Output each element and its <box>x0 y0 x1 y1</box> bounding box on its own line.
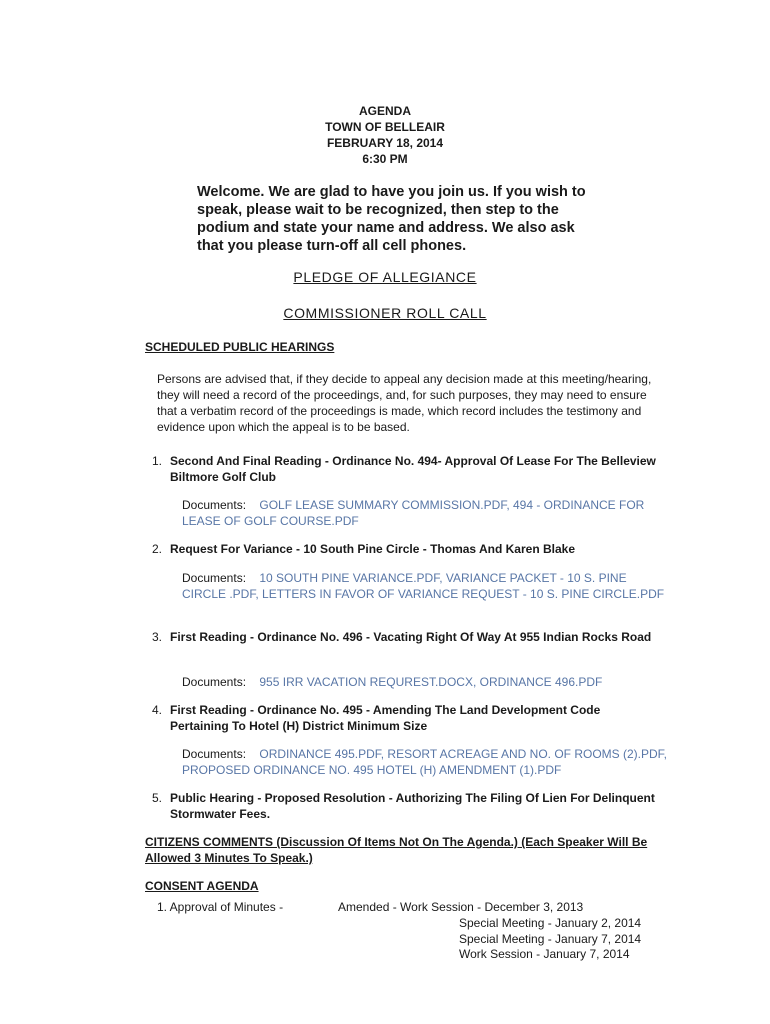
consent-agenda-heading: CONSENT AGENDA <box>145 879 259 893</box>
documents-label: Documents: <box>182 498 247 512</box>
documents-label: Documents: <box>182 571 247 585</box>
agenda-item-5 <box>152 790 662 822</box>
agenda-title: AGENDA <box>358 104 411 118</box>
item-3-documents <box>182 674 667 690</box>
consent-item-1-label: 1. Approval of Minutes - <box>157 900 284 914</box>
item-title: Second And Final Reading - Ordinance No. 494- Approval Of Lease For The Belleview Biltmore Golf Club <box>170 454 656 484</box>
document-links[interactable]: ORDINANCE 495.PDF, RESORT ACREAGE AND NO. OF ROOMS (2).PDF, PROPOSED ORDINANCE NO. 495 HOTEL (H) AMENDMENT (1).PDF <box>182 747 668 777</box>
item-number: 5. <box>152 791 163 805</box>
item-number: 3. <box>152 630 163 644</box>
meeting-time: 6:30 PM <box>362 152 408 166</box>
document-links[interactable]: GOLF LEASE SUMMARY COMMISSION.PDF, 494 - ORDINANCE FOR LEASE OF GOLF COURSE.PDF <box>182 498 645 528</box>
document-links[interactable]: 955 IRR VACATION REQUREST.DOCX, ORDINANCE 496.PDF <box>259 675 603 689</box>
meeting-date: FEBRUARY 18, 2014 <box>326 136 444 150</box>
agenda-item-1 <box>152 453 662 485</box>
item-title: First Reading - Ordinance No. 496 - Vacating Right Of Way At 955 Indian Rocks Road <box>170 630 652 644</box>
agenda-item-4 <box>152 702 662 734</box>
minutes-entry: Special Meeting - January 7, 2014 <box>459 932 642 946</box>
item-title: First Reading - Ordinance No. 495 - Amending The Land Development Code Pertaining To Hotel (H) District Minimum Size <box>170 703 601 733</box>
document-links[interactable]: 10 SOUTH PINE VARIANCE.PDF, VARIANCE PACKET - 10 S. PINE CIRCLE .PDF, LETTERS IN FAVOR OF VARIANCE REQUEST - 10 S. PINE CIRCLE.PDF <box>182 571 665 601</box>
roll-call-heading <box>0 305 770 321</box>
appeal-notice: Persons are advised that, if they decide to appeal any decision made at this meeting/hearing, they will need a record of the proceedings, and, for such purposes, they may need to ensure that a verbatim record of the proceedings is made, which record includes the testimony and evidence upon which the appeal is to be based. <box>157 372 652 434</box>
item-2-documents <box>182 570 667 602</box>
agenda-header <box>0 103 770 167</box>
town-name: TOWN OF BELLEAIR <box>325 120 445 134</box>
item-number: 4. <box>152 703 163 717</box>
agenda-item-2 <box>152 541 662 557</box>
item-title: Request For Variance - 10 South Pine Circle - Thomas And Karen Blake <box>170 542 575 556</box>
pledge-text: PLEDGE OF ALLEGIANCE <box>293 269 477 285</box>
documents-label: Documents: <box>182 747 247 761</box>
minutes-entry: Amended - Work Session - December 3, 2013 <box>338 900 584 914</box>
pledge-heading <box>0 269 770 285</box>
minutes-entry: Special Meeting - January 2, 2014 <box>459 916 642 930</box>
roll-call-text: COMMISSIONER ROLL CALL <box>283 305 487 321</box>
item-number: 2. <box>152 542 163 556</box>
agenda-item-3 <box>152 629 662 645</box>
scheduled-hearings-heading: SCHEDULED PUBLIC HEARINGS <box>145 340 335 354</box>
item-title: Public Hearing - Proposed Resolution - Authorizing The Filing Of Lien For Delinquent Stormwater Fees. <box>170 791 655 821</box>
documents-label: Documents: <box>182 675 247 689</box>
item-1-documents <box>182 497 667 529</box>
minutes-entry: Work Session - January 7, 2014 <box>459 947 630 961</box>
welcome-message: Welcome. We are glad to have you join us. If you wish to speak, please wait to be recognized, then step to the podium and state your name and address. We also ask that you please turn-off all cell phones. <box>197 184 586 254</box>
item-number: 1. <box>152 454 163 468</box>
citizens-comments-heading: CITIZENS COMMENTS (Discussion Of Items Not On The Agenda.) (Each Speaker Will Be Allowed 3 Minutes To Speak.) <box>145 835 648 865</box>
item-4-documents <box>182 746 667 778</box>
